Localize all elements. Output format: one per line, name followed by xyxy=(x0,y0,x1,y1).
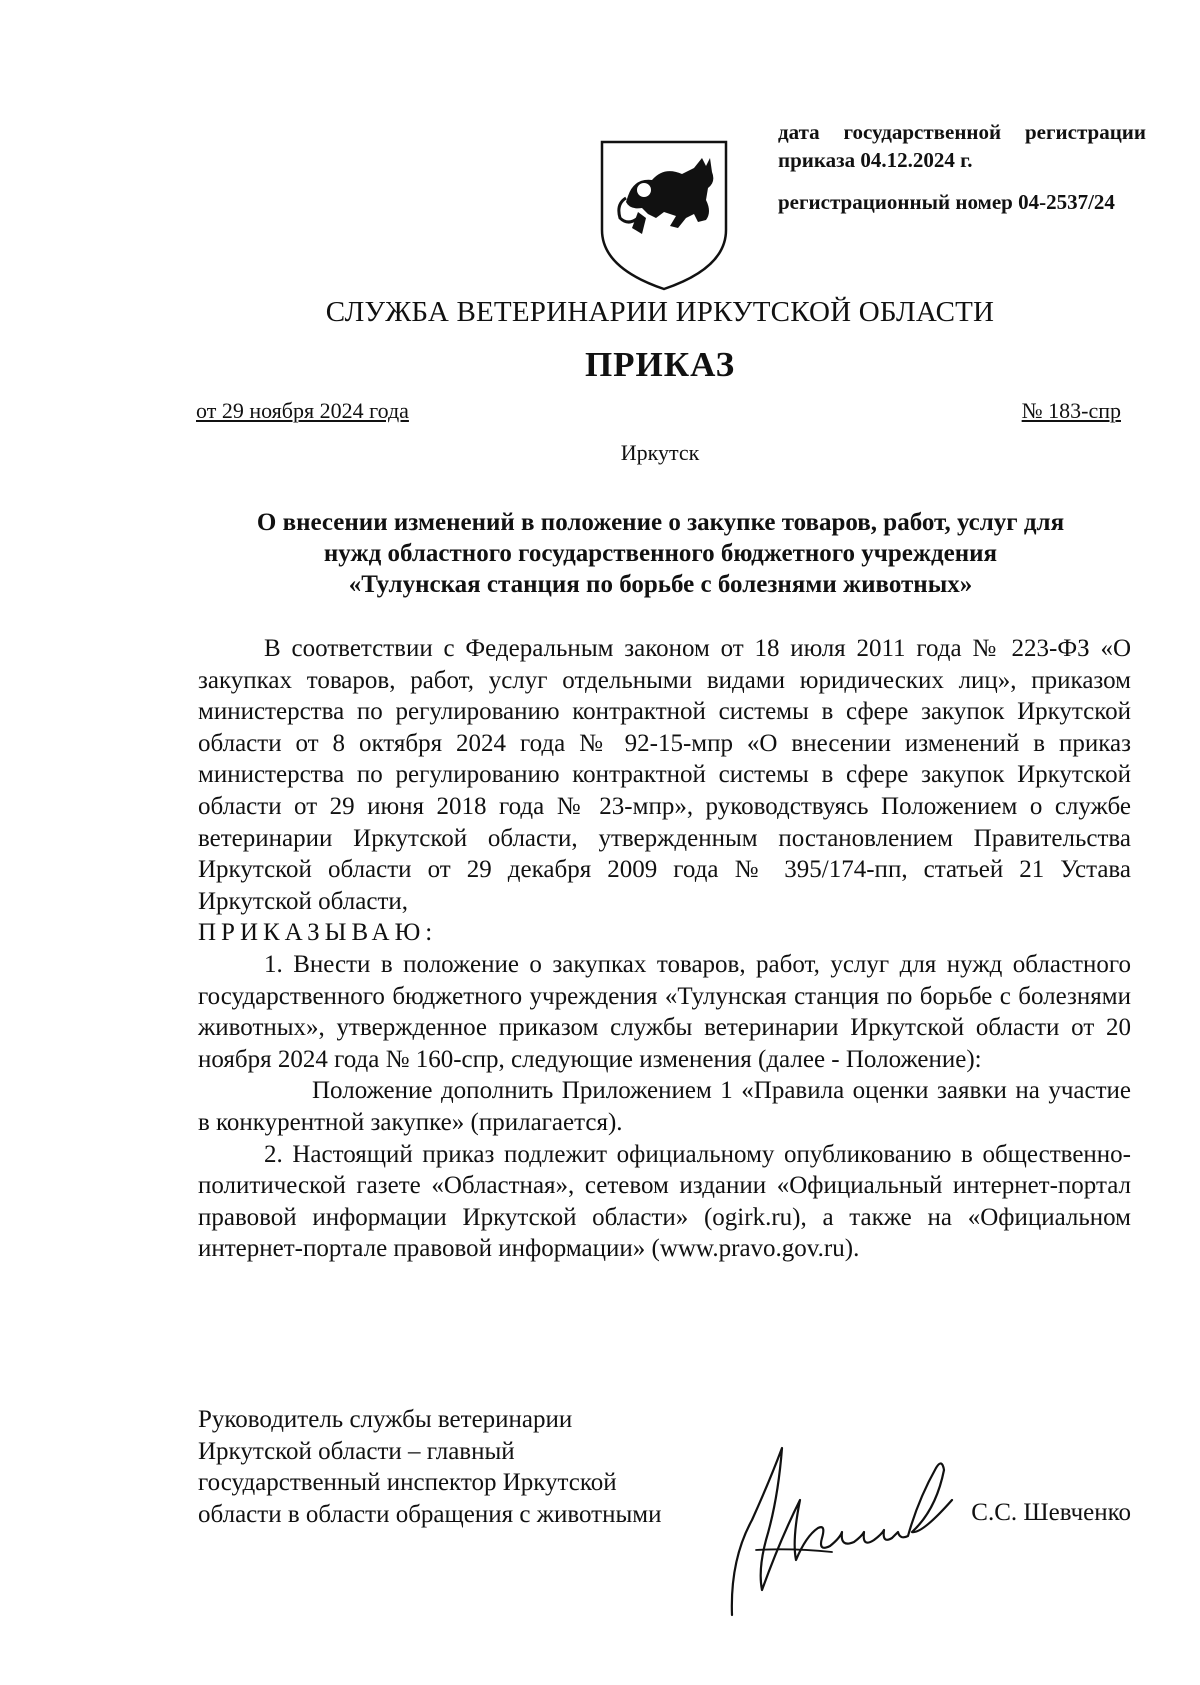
city: Иркутск xyxy=(620,440,700,465)
title-line: нужд областного государственного бюджетного учреждения xyxy=(323,540,998,567)
title-line: О внесении изменений в положение о закупке товаров, работ, услуг для xyxy=(256,509,1065,536)
document-title xyxy=(190,507,1131,600)
handwritten-signature xyxy=(722,1440,962,1620)
position-line: Иркутской области – главный xyxy=(198,1437,515,1465)
signatory-position xyxy=(198,1404,718,1530)
clause-1: 1. Внести в положение о закупках товаров, работ, услуг для нужд областного государственного бюджетного учреждения «Тулунская станция по борьбе с болезнями животных», утвержденное приказом службы ветеринарии Иркутской области от 20 ноября 2024 года № 160-спр, следующие изменения (далее - Положение): xyxy=(198,950,1131,1073)
order-number: № 183-спр xyxy=(1021,398,1121,423)
signer-name: С.С. Шевченко xyxy=(971,1499,1131,1526)
registration-number: регистрационный номер 04-2537/24 xyxy=(778,190,1115,214)
clause-2: 2. Настоящий приказ подлежит официальному опубликованию в общественно-политической газете «Областная», сетевом издании «Официальный интернет-портал правовой информации Иркутской области» (ogirk.ru), а также на «Официальном интернет-портале правовой информации» (www.pravo.gov.ru). xyxy=(198,1140,1131,1263)
position-line: Руководитель службы ветеринарии xyxy=(198,1406,573,1433)
agency-name: СЛУЖБА ВЕТЕРИНАРИИ ИРКУТСКОЙ ОБЛАСТИ xyxy=(325,296,995,328)
coat-of-arms-emblem xyxy=(598,138,730,293)
preamble-paragraph: В соответствии с Федеральным законом от 18 июля 2011 года № 223-ФЗ «О закупках товаров, работ, услуг отдельными видами юридических лиц», приказом министерства по регулированию контрактной системы в сфере закупок Иркутской области от 8 октября 2024 года № 92-15-мпр «О внесении изменений в приказ министерства по регулированию контрактной системы в сфере закупок Иркутской области от 29 июня 2018 года № 23-мпр», руководствуясь Положением о службе ветеринарии Иркутской области, утвержденным постановлением Правительства Иркутской области от 29 декабря 2009 года № 395/174-пп, статьей 21 Устава Иркутской области, xyxy=(198,635,1131,915)
document-type: ПРИКАЗ xyxy=(584,345,736,384)
position-line: государственный инспектор Иркутской xyxy=(198,1469,617,1497)
order-date: от 29 ноября 2024 года xyxy=(196,398,409,423)
position-line: области в области обращения с животными xyxy=(198,1500,662,1528)
order-word: ПРИКАЗЫВАЮ: xyxy=(198,919,438,947)
title-line: «Тулунская станция по борьбе с болезнями животных» xyxy=(348,571,973,598)
clause-1-subitem: Положение дополнить Приложением 1 «Правила оценки заявки на участие в конкурентной закупке» (прилагается). xyxy=(198,1077,1131,1136)
registration-date-label: дата государственной регистрации xyxy=(778,120,1146,144)
registration-date: приказа 04.12.2024 г. xyxy=(778,148,973,172)
document-body xyxy=(198,633,1131,1265)
registration-stamp xyxy=(778,118,1146,216)
